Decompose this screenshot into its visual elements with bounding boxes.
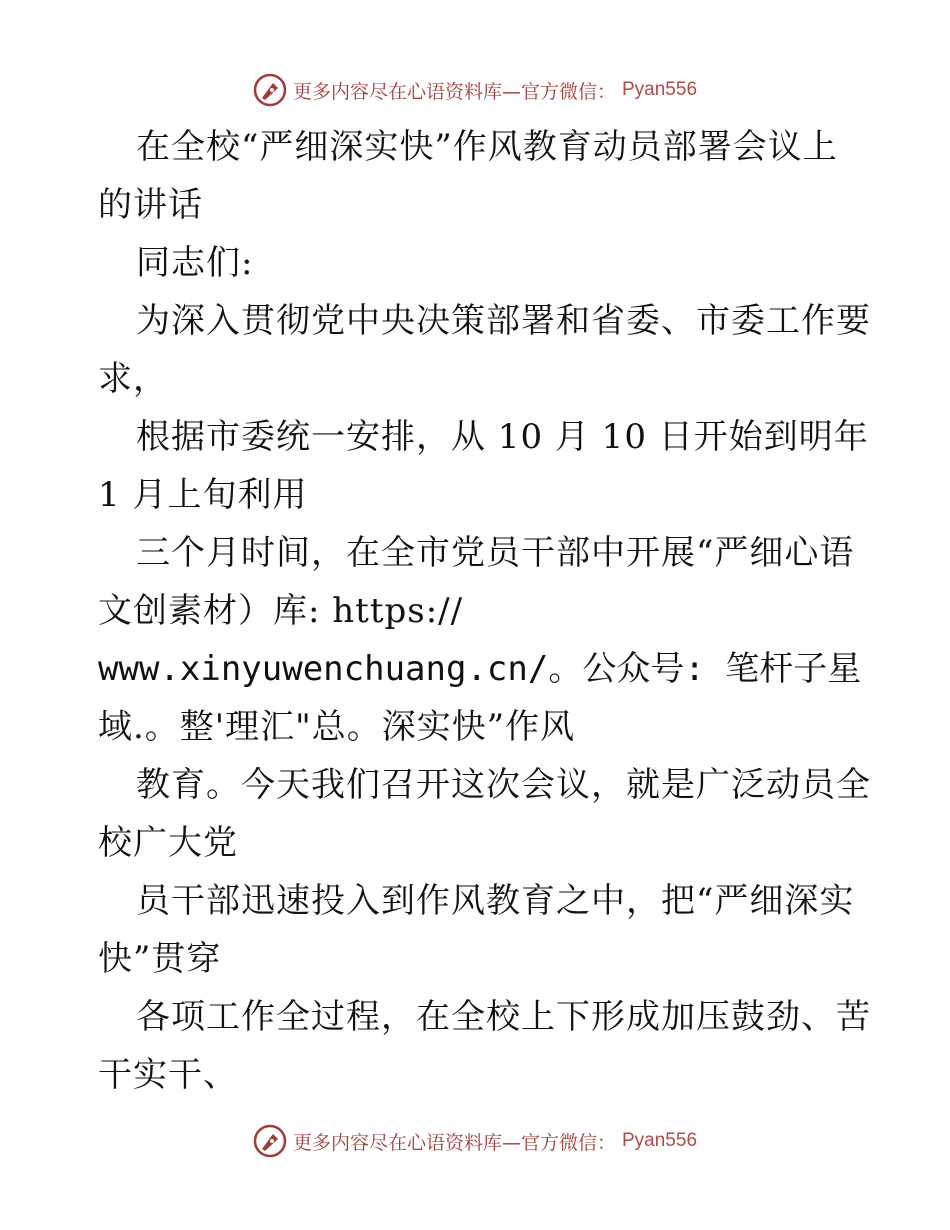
watermark-wechat-id: Pyan556 [622,1130,698,1151]
watermark-text: 更多内容尽在心语资料库—官方微信： [292,1131,616,1154]
paragraph-line: 快”贯穿 [98,939,222,979]
bottom-watermark-banner [0,1121,950,1161]
pen-nib-logo-icon [253,1124,287,1158]
paragraph-line: 各项工作全过程，在全校上下形成加压鼓劲、苦 [136,997,871,1037]
document-title-line-1: 在全校“严细深实快”作风教育动员部署会议上 [136,127,838,167]
paragraph-line: 1 月上旬利用 [98,475,308,515]
paragraph-line: 根据市委统一安排，从 10 月 10 日开始到明年 [136,417,869,457]
paragraph-line: 域.。整'理汇"总。深实快”作风 [98,707,576,747]
paragraph-line: 干实干、 [98,1055,238,1095]
document-body [98,118,871,1104]
paragraph-line: 为深入贯彻党中央决策部署和省委、市委工作要 [136,301,871,341]
watermark-text: 更多内容尽在心语资料库—官方微信： [292,80,616,103]
paragraph-line: 校广大党 [98,823,238,863]
top-watermark-banner [0,70,950,110]
paragraph-line: 教育。今天我们召开这次会议，就是广泛动员全 [136,765,871,805]
document-title-line-2: 的讲话 [98,185,203,225]
paragraph-line: 文创素材）库: https:// [98,591,464,631]
watermark-wechat-id: Pyan556 [622,79,698,100]
salutation: 同志们: [136,243,254,283]
paragraph-line: 员干部迅速投入到作风教育之中，把“严细深实 [136,881,855,921]
paragraph-line: 求， [98,359,168,399]
pen-nib-logo-icon [253,73,287,107]
paragraph-line-url: www.xinyuwenchuang.cn/。公众号: 笔杆子星 [98,649,862,689]
paragraph-line: 三个月时间，在全市党员干部中开展“严细心语 [136,533,855,573]
